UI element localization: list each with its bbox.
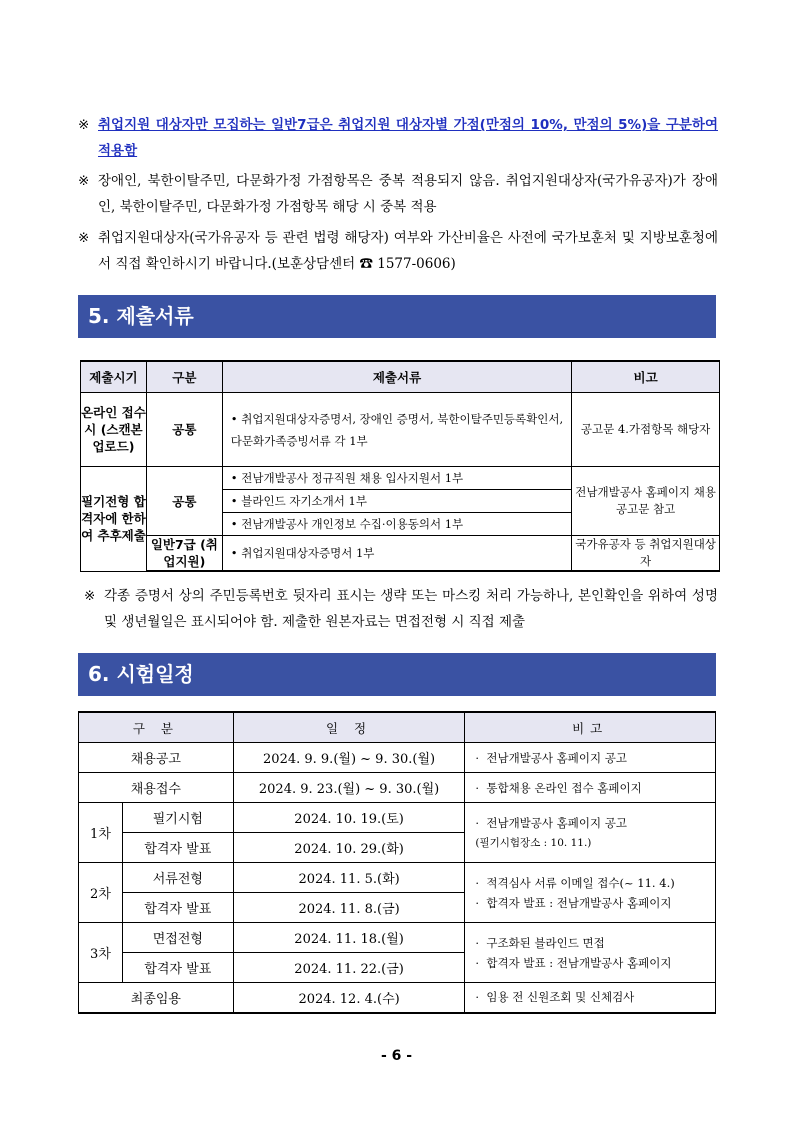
note-text: 각종 증명서 상의 주민등록번호 뒷자리 표시는 생략 또는 마스킹 처리 가능하나, 본인확인을 위하여 성명 및 생년월일은 표시되어야 함. 제출한 원본자료는 면접전형 시 직접 제출 [104,588,718,630]
cell-type: 일반7급 (취업지원) [146,536,222,572]
cell-date: 2024. 11. 22.(금) [233,953,465,983]
cell-remark: · 통합채용 온라인 접수 홈페이지 [465,773,716,803]
note-mark: ※ [78,173,90,189]
remark-line: · 전남개발공사 홈페이지 공고 [475,813,715,833]
header-remark: 비고 [465,712,716,743]
cell-remark [465,923,716,983]
table-row [79,863,716,893]
cell-stage: 1차 [79,803,123,863]
cell-remark [465,803,716,863]
cell-when: 필기전형 합격자에 한하여 추후제출 [81,467,147,572]
note-mark: ※ [84,588,96,604]
note-mark: ※ [78,117,90,133]
header-note: 비고 [572,361,720,393]
cell-note: 공고문 4.가점항목 해당자 [572,393,720,467]
table-row [81,536,720,572]
schedule-table [78,711,716,1014]
cell-note: 국가유공자 등 취업지원대상자 [572,536,720,572]
cell-remark: · 전남개발공사 홈페이지 공고 [465,743,716,773]
cell-label: 최종임용 [79,983,234,1013]
cell-date: 2024. 11. 18.(월) [233,923,465,953]
cell-date: 2024. 9. 23.(월) ~ 9. 30.(월) [233,773,465,803]
cell-date: 2024. 11. 8.(금) [233,893,465,923]
table-row [79,983,716,1013]
table-row [81,467,720,490]
cell-remark [465,863,716,923]
cell-when: 온라인 접수시 (스캔본 업로드) [81,393,147,467]
remark-line: · 합격자 발표 : 전남개발공사 홈페이지 [475,953,715,973]
remark-line: · 적격심사 서류 이메일 접수(~ 11. 4.) [475,873,715,893]
cell-doc: • 취업지원대상자증명서, 장애인 증명서, 북한이탈주민등록확인서, 다문화가족증빙서류 각 1부 [222,393,571,467]
cell-date: 2024. 11. 5.(화) [233,863,465,893]
cell-label: 필기시험 [122,803,233,833]
cell-doc: • 취업지원대상자증명서 1부 [222,536,571,572]
cell-stage: 3차 [79,923,123,983]
remark-line: · 구조화된 블라인드 면접 [475,933,715,953]
table-row [79,803,716,833]
cell-date: 2024. 10. 29.(화) [233,833,465,863]
cell-doc: • 블라인드 자기소개서 1부 [222,490,571,513]
note-bonus-rule [78,112,718,164]
cell-label: 면접전형 [122,923,233,953]
cell-label: 합격자 발표 [122,833,233,863]
cell-date: 2024. 12. 4.(수) [233,983,465,1013]
note-text: 취업지원대상자(국가유공자 등 관련 법령 해당자) 여부와 가산비율은 사전에 국가보훈처 및 지방보훈청에서 직접 확인하시기 바랍니다.(보훈상담센터 ☎ 1577-0606) [98,230,718,272]
table-header-row [79,712,716,743]
table-row [79,743,716,773]
cell-doc: • 전남개발공사 개인정보 수집·이용동의서 1부 [222,513,571,536]
header-type: 구분 [146,361,222,393]
cell-date: 2024. 9. 9.(월) ~ 9. 30.(월) [233,743,465,773]
note-veteran-check [78,225,718,277]
table-header-row [81,361,720,393]
page-number: - 6 - [380,1048,413,1064]
note-duplicate-rule [78,168,718,220]
cell-type: 공통 [146,467,222,536]
cell-stage: 2차 [79,863,123,923]
section-title-documents: 5. 제출서류 [78,295,716,338]
remark-line: (필기시험장소 : 10. 11.) [475,836,592,849]
cell-type: 공통 [146,393,222,467]
cell-label: 합격자 발표 [122,953,233,983]
note-text: 취업지원 대상자만 모집하는 일반7급은 취업지원 대상자별 가점(만점의 10%, 만점의 5%)을 구분하여 적용함 [98,117,718,159]
section-title-schedule: 6. 시험일정 [78,653,716,696]
header-when: 제출시기 [81,361,147,393]
remark-line: · 합격자 발표 : 전남개발공사 홈페이지 [475,893,715,913]
cell-note: 전남개발공사 홈페이지 채용 공고문 참고 [572,467,720,536]
cell-label: 서류전형 [122,863,233,893]
note-text: 장애인, 북한이탈주민, 다문화가정 가점항목은 중복 적용되지 않음. 취업지원대상자(국가유공자)가 장애인, 북한이탈주민, 다문화가정 가점항목 해당 시 중복 적용 [98,173,718,215]
table-row [79,773,716,803]
cell-label: 합격자 발표 [122,893,233,923]
cell-remark: · 임용 전 신원조회 및 신체검사 [465,983,716,1013]
header-docs: 제출서류 [222,361,571,393]
header-schedule: 일 정 [233,712,465,743]
table-row [79,923,716,953]
documents-footnote [84,583,718,635]
cell-doc: • 전남개발공사 정규직원 채용 입사지원서 1부 [222,467,571,490]
cell-label: 채용접수 [79,773,234,803]
table-row [81,393,720,467]
header-category: 구 분 [79,712,234,743]
cell-label: 채용공고 [79,743,234,773]
documents-table [80,360,720,572]
cell-date: 2024. 10. 19.(토) [233,803,465,833]
note-mark: ※ [78,230,90,246]
